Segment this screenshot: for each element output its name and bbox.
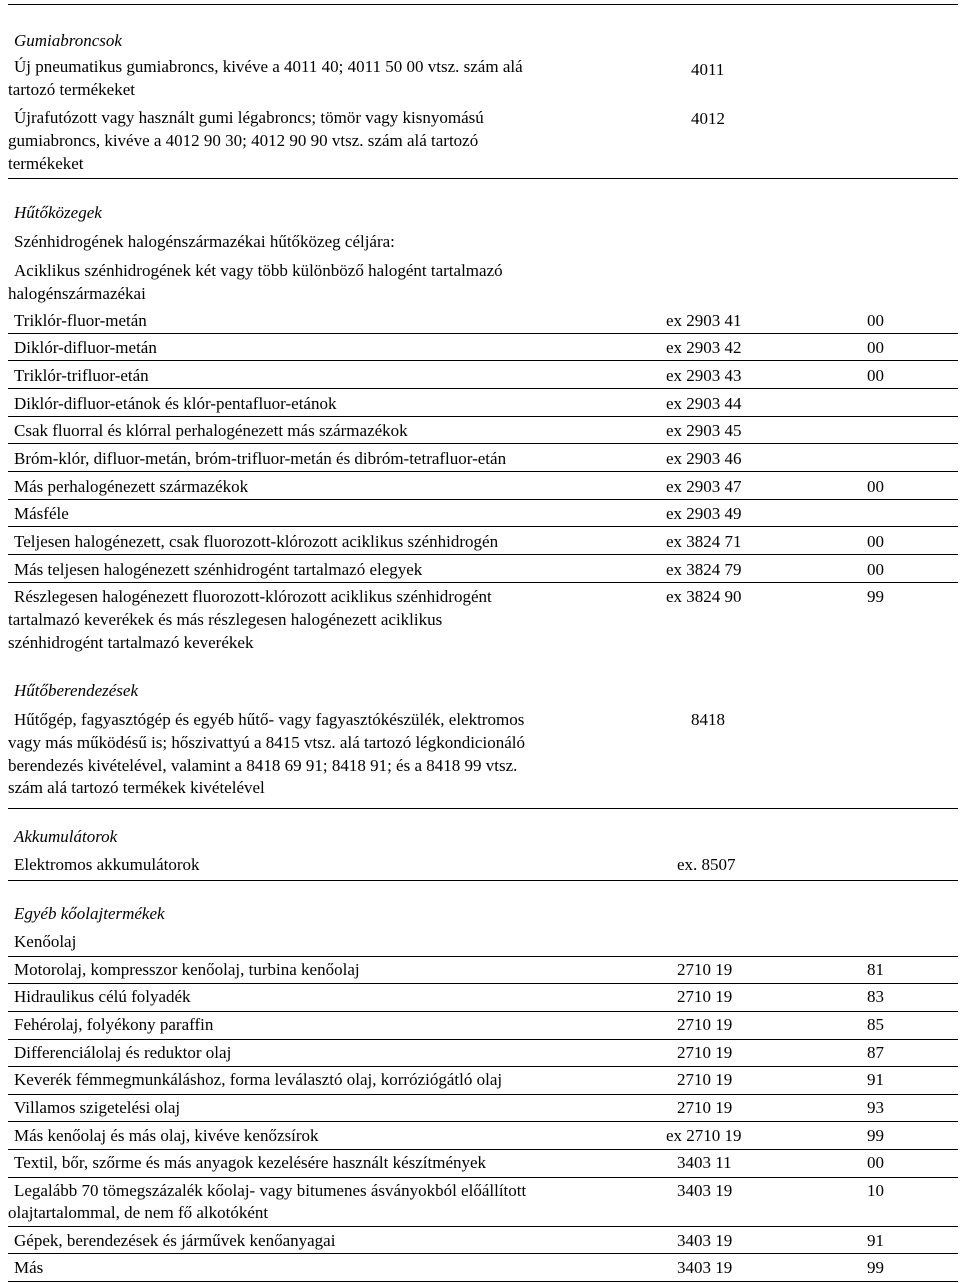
- code-cell: 4012: [691, 109, 725, 128]
- rule: [8, 471, 958, 472]
- code-cell: ex 2903 42: [666, 338, 742, 357]
- code-cell: 2710 19: [677, 1098, 733, 1117]
- section-title-tyres: Gumiabroncsok: [14, 31, 122, 50]
- rule: [8, 1039, 958, 1040]
- rule: [8, 554, 958, 555]
- rule: [8, 956, 958, 957]
- code-cell: 2710 19: [677, 1070, 733, 1089]
- rule: [8, 1121, 958, 1122]
- row-text-line: tartozó termékeket: [8, 80, 135, 99]
- rule: [8, 880, 958, 881]
- subcode-cell: 00: [867, 311, 884, 330]
- code-cell: 3403 11: [677, 1153, 732, 1172]
- code-cell: ex 2903 43: [666, 366, 742, 385]
- row-text: Másféle: [14, 504, 69, 523]
- row-text: Csak fluorral és klórral perhalogénezett más származékok: [14, 421, 408, 440]
- code-cell: 3403 19: [677, 1258, 733, 1277]
- row-text: Más teljesen halogénezett szénhidrogént tartalmazó elegyek: [14, 560, 423, 579]
- code-cell: ex 3824 90: [666, 587, 742, 606]
- row-text: Villamos szigetelési olaj: [14, 1098, 181, 1117]
- subcode-cell: 99: [867, 1126, 884, 1145]
- rule: [8, 1011, 958, 1012]
- code-cell: ex 3824 71: [666, 532, 742, 551]
- subcode-cell: 99: [867, 587, 884, 606]
- rule: [8, 4, 958, 5]
- subcode-cell: 85: [867, 1015, 884, 1034]
- subcode-cell: 91: [867, 1231, 884, 1250]
- rule: [8, 360, 958, 361]
- row-text-line: szám alá tartozó termékek kivételével: [8, 778, 265, 797]
- rule: [8, 388, 958, 389]
- row-text: Triklór-trifluor-etán: [14, 366, 149, 385]
- row-text-line: termékeket: [8, 154, 84, 173]
- code-cell: ex 2903 47: [666, 477, 742, 496]
- rule: [8, 178, 958, 179]
- code-cell: 2710 19: [677, 960, 733, 979]
- rule: [8, 1253, 958, 1254]
- section-title-cooling: Hűtőberendezések: [14, 681, 138, 700]
- row-text: Textil, bőr, szőrme és más anyagok kezelésére használt készítmények: [14, 1153, 487, 1172]
- code-cell: ex 2903 44: [666, 394, 742, 413]
- row-text-line: olajtartalommal, de nem fő alkotóként: [8, 1203, 269, 1222]
- section-title-oils: Egyéb kőolajtermékek: [14, 904, 165, 923]
- subcode-cell: 83: [867, 987, 884, 1006]
- row-text: Keverék fémmegmunkáláshoz, forma leválasztó olaj, korróziógátló olaj: [14, 1070, 503, 1089]
- row-text: Hidraulikus célú folyadék: [14, 987, 191, 1006]
- code-cell: 3403 19: [677, 1181, 733, 1200]
- code-cell: ex 2710 19: [666, 1126, 742, 1145]
- row-text: Fehérolaj, folyékony paraffin: [14, 1015, 214, 1034]
- rule: [8, 499, 958, 500]
- code-cell: ex 2903 46: [666, 449, 742, 468]
- subcode-cell: 00: [867, 477, 884, 496]
- row-text: Más kenőolaj és más olaj, kivéve kenőzsírok: [14, 1126, 319, 1145]
- row-text-line: Újrafutózott vagy használt gumi légabroncs; tömör vagy kisnyomású: [14, 108, 484, 127]
- rule: [8, 416, 958, 417]
- intro-text: Szénhidrogének halogénszármazékai hűtőközeg céljára:: [14, 232, 395, 251]
- code-cell: ex 2903 41: [666, 311, 742, 330]
- subcode-cell: 00: [867, 532, 884, 551]
- code-cell: 8418: [691, 710, 725, 729]
- row-text-line: szénhidrogént tartalmazó keverékek: [8, 633, 254, 652]
- section-title-coolants: Hűtőközegek: [14, 203, 102, 222]
- code-cell: ex 2903 49: [666, 504, 742, 523]
- row-text-line: Legalább 70 tömegszázalék kőolaj- vagy bitumenes ásványokból előállított: [14, 1181, 527, 1200]
- code-cell: 2710 19: [677, 987, 733, 1006]
- row-text: Diklór-difluor-etánok és klór-pentafluor-etánok: [14, 394, 337, 413]
- code-cell: 4011: [691, 60, 725, 79]
- subcode-cell: 00: [867, 560, 884, 579]
- row-text: Diklór-difluor-metán: [14, 338, 157, 357]
- rule: [8, 443, 958, 444]
- rule: [8, 333, 958, 334]
- rule: [8, 1177, 958, 1178]
- row-text: Gépek, berendezések és járművek kenőanyagai: [14, 1231, 336, 1250]
- rule: [8, 1094, 958, 1095]
- rule: [8, 582, 958, 583]
- rule: [8, 1281, 958, 1282]
- row-text-line: Részlegesen halogénezett fluorozott-klórozott aciklikus szénhidrogént: [14, 587, 492, 606]
- intro-text: halogénszármazékai: [8, 284, 146, 303]
- row-text: Bróm-klór, difluor-metán, bróm-trifluor-metán és dibróm-tetrafluor-etán: [14, 449, 507, 468]
- row-text: Motorolaj, kompresszor kenőolaj, turbina kenőolaj: [14, 960, 360, 979]
- row-text: Triklór-fluor-metán: [14, 311, 147, 330]
- row-text: Elektromos akkumulátorok: [14, 855, 200, 874]
- rule: [8, 1149, 958, 1150]
- code-cell: 2710 19: [677, 1043, 733, 1062]
- code-cell: 3403 19: [677, 1231, 733, 1250]
- subcode-cell: 93: [867, 1098, 884, 1117]
- row-text-line: berendezés kivételével, valamint a 8418 69 91; 8418 91; és a 8418 99 vtsz.: [8, 756, 518, 775]
- row-text-line: tartalmazó keverékek és más részlegesen halogénezett aciklikus: [8, 610, 443, 629]
- subcode-cell: 00: [867, 366, 884, 385]
- subcode-cell: 00: [867, 338, 884, 357]
- code-cell: ex 3824 79: [666, 560, 742, 579]
- subcode-cell: 81: [867, 960, 884, 979]
- row-text-line: Új pneumatikus gumiabroncs, kivéve a 4011 40; 4011 50 00 vtsz. szám alá: [14, 57, 523, 76]
- subcode-cell: 10: [867, 1181, 884, 1200]
- code-cell: 2710 19: [677, 1015, 733, 1034]
- row-text: Differenciálolaj és reduktor olaj: [14, 1043, 232, 1062]
- row-text-line: vagy más működésű is; hőszivattyú a 8415 vtsz. alá tartozó légkondicionáló: [8, 733, 525, 752]
- rule: [8, 526, 958, 527]
- row-text-line: gumiabroncs, kivéve a 4012 90 30; 4012 90 90 vtsz. szám alá tartozó: [8, 131, 479, 150]
- subcode-cell: 99: [867, 1258, 884, 1277]
- rule: [8, 983, 958, 984]
- subcode-cell: 87: [867, 1043, 884, 1062]
- code-cell: ex 2903 45: [666, 421, 742, 440]
- code-cell: ex. 8507: [677, 855, 736, 874]
- row-text: Teljesen halogénezett, csak fluorozott-klórozott aciklikus szénhidrogén: [14, 532, 499, 551]
- subcode-cell: 91: [867, 1070, 884, 1089]
- row-text: Más perhalogénezett származékok: [14, 477, 249, 496]
- row-text-line: Hűtőgép, fagyasztógép és egyéb hűtő- vagy fagyasztókészülék, elektromos: [14, 710, 525, 729]
- subcode-cell: 00: [867, 1153, 884, 1172]
- rule: [8, 808, 958, 809]
- intro-text: Aciklikus szénhidrogének két vagy több különböző halogént tartalmazó: [14, 261, 503, 280]
- section-title-batteries: Akkumulátorok: [14, 827, 118, 846]
- row-text: Más: [14, 1258, 44, 1277]
- intro-text: Kenőolaj: [14, 932, 77, 951]
- rule: [8, 1066, 958, 1067]
- rule: [8, 1226, 958, 1227]
